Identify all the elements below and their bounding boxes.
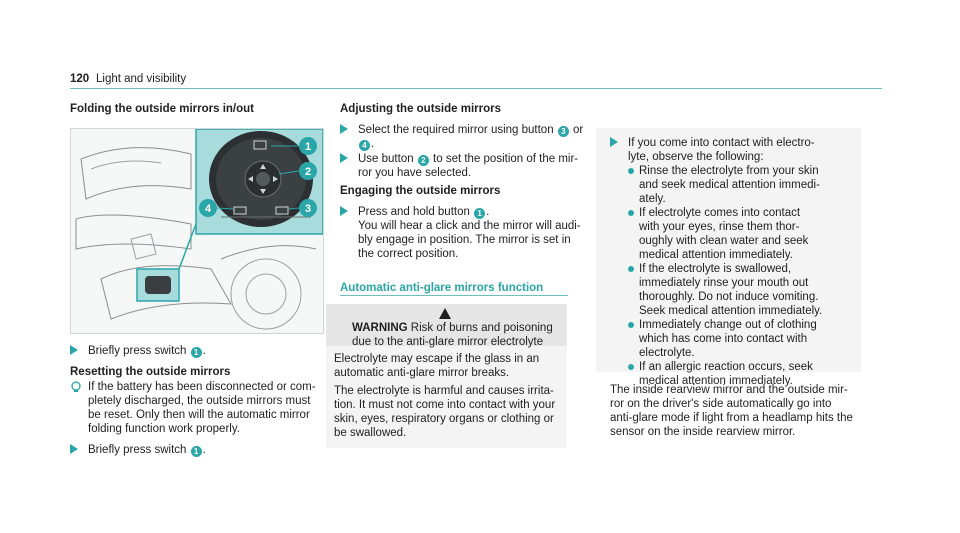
bullet-item [628,206,868,262]
adjusting-heading: Adjusting the outside mirrors [340,103,502,115]
bullet-item [628,318,868,360]
anti-glare-paragraph [610,383,880,439]
button-badge: 4 [359,140,370,151]
step-select-mirror [340,123,588,151]
callout-3 [299,199,317,217]
bullet-icon [628,210,634,216]
bullet-line: electrolyte. [639,347,695,359]
callout-3-label: 3 [304,203,312,215]
bullet-line: which has come into contact with [639,333,808,345]
button-badge: 1 [474,208,485,219]
lightbulb-icon [70,381,82,393]
reset-note [88,380,328,436]
bullet-line: oughly with clean water and seek [639,235,809,247]
warning-para-line: skin, eyes, respiratory organs or clothing or [334,413,554,425]
section-rule [340,295,568,296]
engaging-heading: Engaging the outside mirrors [340,185,501,197]
button-badge: 1 [191,347,202,358]
warning-label: WARNING [352,322,408,334]
warning-para-line: automatic anti-glare mirror breaks. [334,367,510,379]
bullet-line: If electrolyte comes into contact [639,207,801,219]
resetting-heading: Resetting the outside mirrors [70,366,231,378]
step-arrow-icon [340,206,348,216]
step-punct: . [202,345,206,357]
warning-triangle-icon [439,308,451,319]
bullet-line: Seek medical attention immediately. [639,305,823,317]
note-line: be reset. Only then will the automatic mirror [88,409,310,421]
button-badge: 3 [558,126,569,137]
door-switch-figure [70,128,324,334]
step-arrow-icon [340,153,348,163]
bullet-line: If the electrolyte is swallowed, [639,263,792,275]
door-illustration [71,129,323,333]
step-punct: . [371,138,375,150]
step-text: bly engage in position. The mirror is set in [358,234,571,246]
callout-4-label: 4 [204,203,212,215]
callout-2 [299,162,317,180]
bullet-line: and seek medical attention immedi- [639,179,820,191]
page-number: 120 [70,73,90,85]
step-text: ror you have selected. [358,167,472,179]
step-use-button [340,152,588,180]
step-if-contact [610,136,868,388]
note-line: pletely discharged, the outside mirrors must [88,395,311,407]
step-punct: . [486,206,490,218]
paragraph-line: anti-glare mode if light from a headlamp hits the [610,412,853,424]
bullet-line: Immediately change out of clothing [639,319,817,331]
callout-1 [299,137,317,155]
warning-line: Risk of burns and poisoning [410,322,553,334]
bullet-item [628,164,868,206]
step-arrow-icon [70,345,78,355]
folding-heading: Folding the outside mirrors in/out [70,103,254,115]
step-arrow-icon [340,124,348,134]
step-text: You will hear a click and the mirror will audi- [358,220,581,232]
intro-line: If you come into contact with electro- [628,137,815,149]
step-text: or [573,124,584,136]
callout-1-label: 1 [304,141,312,153]
bullet-line: Rinse the electrolyte from your skin [639,165,819,177]
step-text: the correct position. [358,248,459,260]
bullet-line: medical attention immediately. [639,375,793,387]
step-punct: . [202,444,206,456]
button-badge: 2 [418,155,429,166]
callout-4 [199,199,217,217]
step-press-switch [70,344,206,358]
warning-para-line: be swallowed. [334,427,407,439]
bullet-line: If an allergic reaction occurs, seek [639,361,813,373]
section-title: Light and visibility [96,73,187,85]
note-line: folding function work properly. [88,423,240,435]
warning-line: due to the anti-glare mirror electrolyte [352,336,544,348]
paragraph-line: The inside rearview mirror and the outside mir- [610,384,848,396]
warning-para-line: Electrolyte may escape if the glass in an [334,353,540,365]
bullet-icon [628,322,634,328]
bullet-line: ately. [639,193,666,205]
bullet-icon [628,168,634,174]
electrolyte-box [596,128,861,387]
step-text: Briefly press switch [88,345,187,357]
warning-para-line: The electrolyte is harmful and causes irrita- [334,385,554,397]
warning-box [326,304,567,440]
note-line: If the battery has been disconnected or com- [88,381,316,393]
bullet-icon [628,364,634,370]
bullet-icon [628,266,634,272]
step-text: Use button [358,153,414,165]
warning-header [326,304,567,346]
button-badge: 1 [191,446,202,457]
bullet-line: thoroughly. Do not induce vomiting. [639,291,819,303]
step-text: Select the required mirror using button [358,124,554,136]
intro-line: lyte, observe the following: [628,151,764,163]
header-divider [70,88,882,89]
bullet-line: medical attention immediately. [639,249,793,261]
bullet-line: immediately rinse your mouth out [639,277,809,289]
step-text: to set the position of the mir- [433,153,579,165]
paragraph-line: sensor on the inside rearview mirror. [610,426,796,438]
step-text: Briefly press switch [88,444,187,456]
bullet-item [628,262,868,318]
step-press-hold [340,205,588,261]
step-text: Press and hold button [358,206,470,218]
bullet-line: with your eyes, rinse them thor- [639,221,800,233]
warning-body [326,346,567,448]
warning-para-line: tion. It must not come into contact with your [334,399,556,411]
callout-2-label: 2 [304,166,312,178]
step-arrow-icon [70,444,78,454]
step-arrow-icon [610,137,618,147]
anti-glare-heading: Automatic anti-glare mirrors function [340,282,544,294]
step-press-switch-2 [70,443,206,457]
paragraph-line: ror on the driver's side automatically go into [610,398,832,410]
